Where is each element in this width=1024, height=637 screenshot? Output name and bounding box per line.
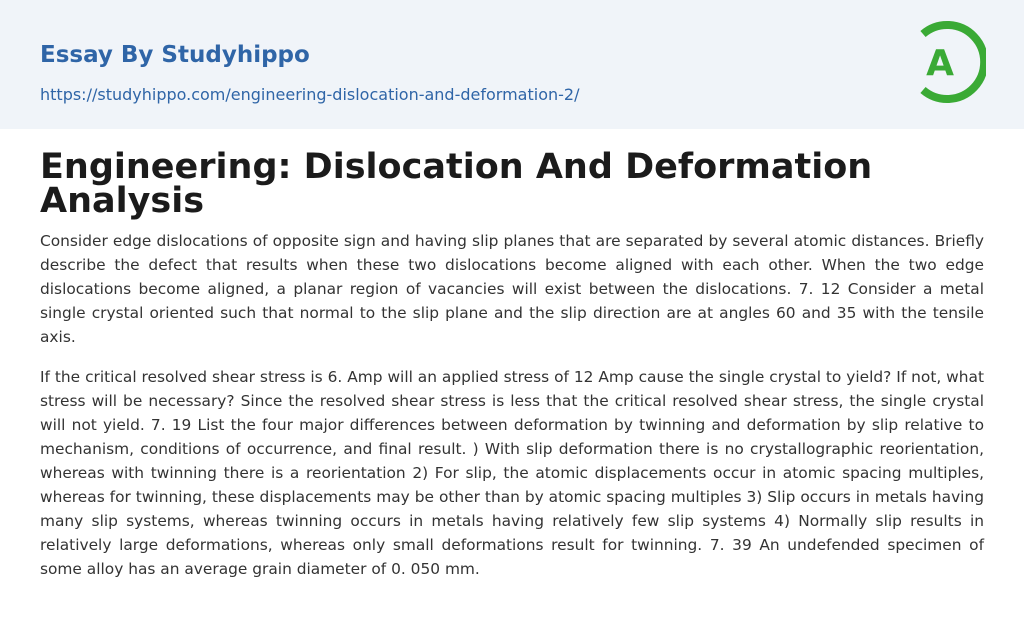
site-brand[interactable]: Essay By Studyhippo [40, 42, 310, 68]
article-paragraph: If the critical resolved shear stress is 6. Amp will an applied stress of 12 Amp cause the single crystal to yield? If not, what stress will be necessary? Since the resolved shear stress is less that the critical resolved shear stress, the single crystal will not yield. 7. 19 List the four major differences between deformation by twinning and deformation by slip relative to mechanism, conditions of occurrence, and final result. ) With slip deformation there is no crystallographic reorientation, whereas with twinning there is a reorientation 2) For slip, the atomic displacements occur in atomic spacing multiples, whereas for twinning, these displacements may be other than by atomic spacing multiples 3) Slip occurs in metals having many slip systems, whereas twinning occurs in metals having relatively few slip systems 4) Normally slip results in relatively large deformations, whereas only small deformations result for twinning. 7. 39 An undefended specimen of some alloy has an average grain diameter of 0. 050 mm. [40, 368, 984, 578]
article-body [40, 229, 984, 597]
article-paragraph: Consider edge dislocations of opposite sign and having slip planes that are separated by several atomic distances. Briefly describe the defect that results when these two dislocations become aligned with each other. When the two edge dislocations become aligned, a planar region of vacancies will exist between the dislocations. 7. 12 Consider a metal single crystal oriented such that normal to the slip plane and the slip direction are at angles 60 and 35 with the tensile axis. [40, 232, 984, 346]
studyhippo-logo-icon[interactable] [912, 19, 986, 105]
source-url-link[interactable]: https://studyhippo.com/engineering-dislocation-and-deformation-2/ [40, 85, 580, 104]
logo-letter: A [926, 43, 954, 84]
article-title: Engineering: Dislocation And Deformation Analysis [40, 147, 873, 221]
site-header [0, 0, 1024, 129]
